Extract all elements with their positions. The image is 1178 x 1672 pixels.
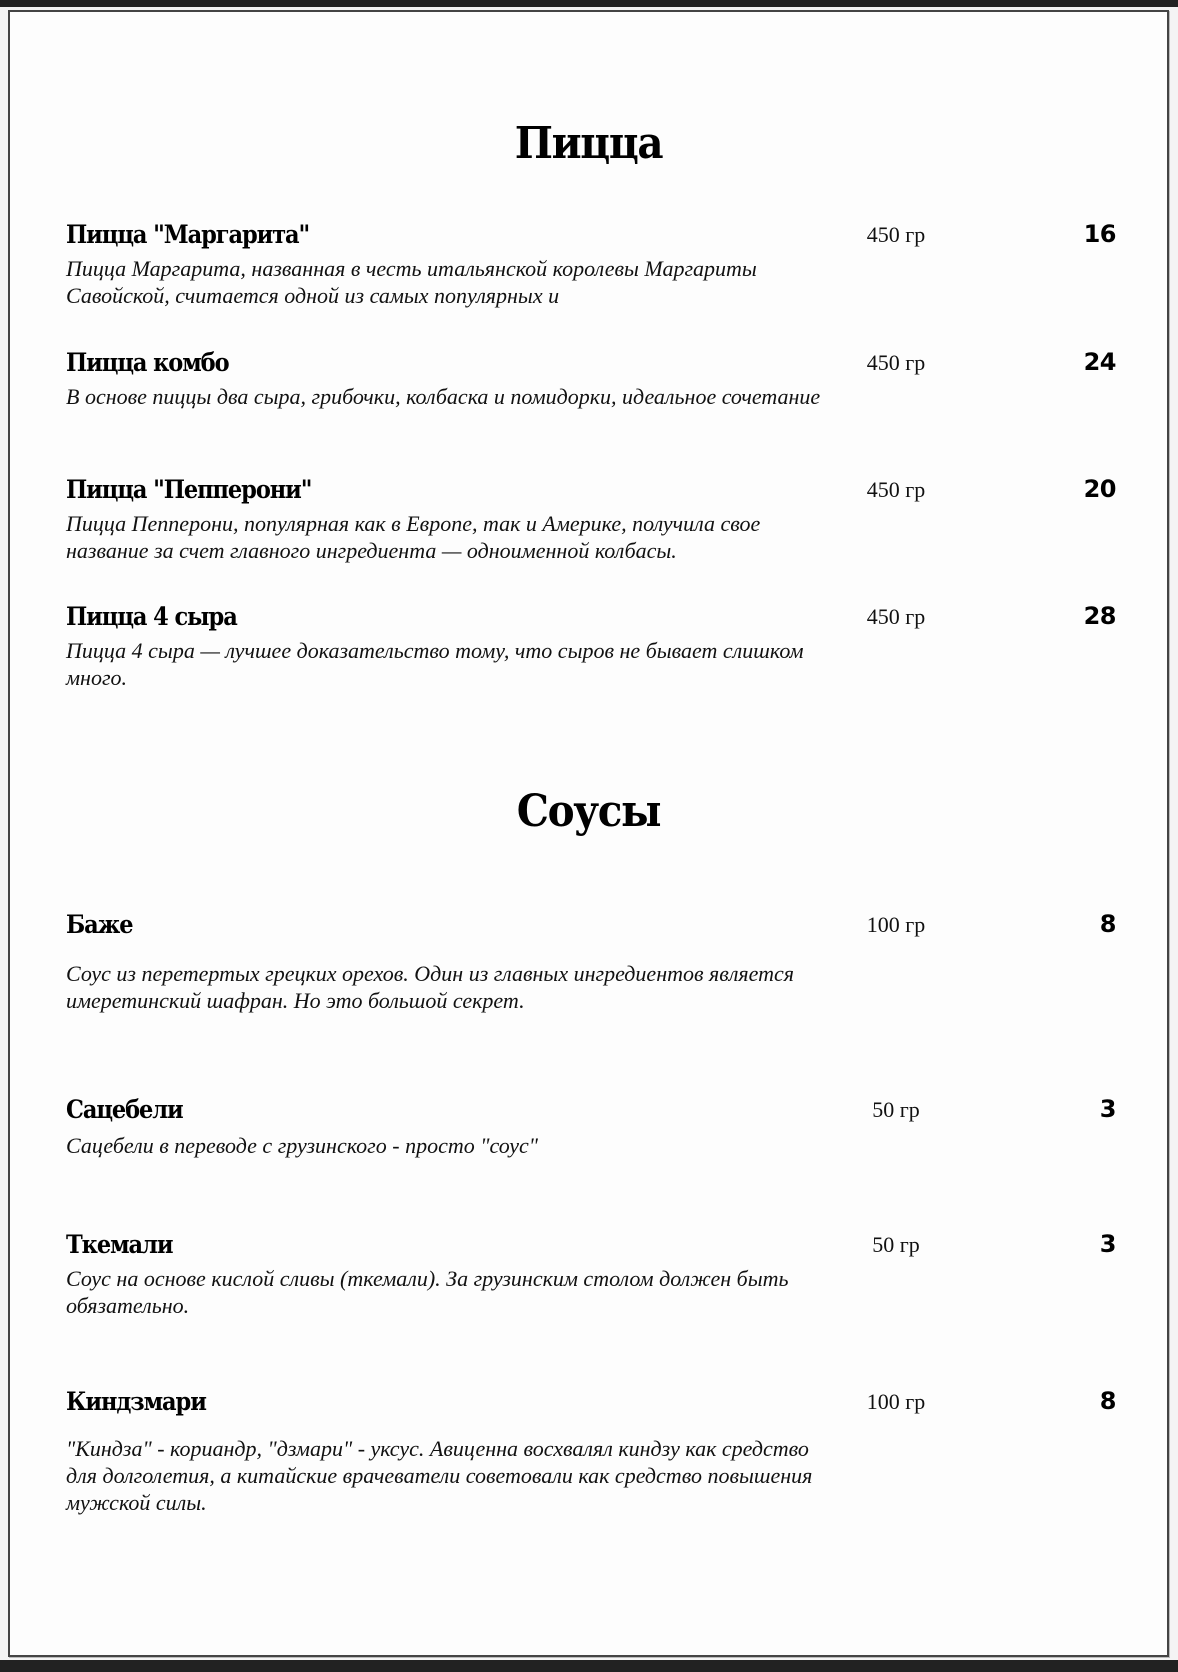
item-name: Пицца "Маргарита" — [66, 220, 310, 249]
item-description: Пицца Маргарита, названная в честь итальянской королевы Маргариты Савойской, считается одной из самых популярных и — [66, 256, 757, 308]
item-weight: 450 гр — [866, 222, 926, 247]
item-weight: 50 гр — [872, 1097, 920, 1122]
item-description: "Киндза" - кориандр, "дзмари" - уксус. Авиценна восхвалял киндзу как средство для долголетия, а китайские врачеватели советовали как средство повышения мужской силы. — [66, 1436, 813, 1515]
item-description: В основе пиццы два сыра, грибочки, колбаска и помидорки, идеальное сочетание — [66, 384, 821, 409]
section-title-sauces: Соусы — [516, 786, 661, 837]
item-name: Пицца "Пепперони" — [66, 475, 312, 504]
item-name: Киндзмари — [66, 1387, 206, 1416]
item-name: Пицца комбо — [66, 348, 229, 377]
item-name: Сацебели — [66, 1095, 183, 1124]
item-weight: 450 гр — [866, 604, 926, 629]
item-description: Сацебели в переводе с грузинского - просто "соус" — [66, 1133, 539, 1158]
item-name: Пицца 4 сыра — [66, 602, 237, 631]
item-weight: 100 гр — [866, 912, 926, 937]
item-price: 20 — [1083, 475, 1116, 503]
item-weight: 50 гр — [872, 1232, 920, 1257]
item-description: Пицца Пепперони, популярная как в Европе, так и Америке, получила свое название за счет главного ингредиента — одноименной колбасы. — [66, 511, 761, 563]
item-price: 3 — [1099, 1095, 1116, 1123]
viewer-top-bar — [0, 0, 1178, 7]
item-weight: 100 гр — [866, 1389, 926, 1414]
item-weight: 450 гр — [866, 350, 926, 375]
item-name: Баже — [66, 910, 133, 939]
item-price: 8 — [1099, 1387, 1116, 1415]
item-price: 24 — [1083, 348, 1116, 376]
item-price: 16 — [1083, 220, 1116, 248]
item-name: Ткемали — [66, 1230, 173, 1259]
item-description: Пицца 4 сыра — лучшее доказательство тому, что сыров не бывает слишком много. — [66, 638, 804, 690]
item-description: Соус из перетертых грецких орехов. Один из главных ингредиентов является имеретинский шафран. Но это большой секрет. — [66, 961, 794, 1013]
item-description: Соус на основе кислой сливы (ткемали). За грузинским столом должен быть обязательно. — [66, 1266, 789, 1318]
section-title-pizza: Пицца — [514, 118, 663, 169]
item-price: 3 — [1099, 1230, 1116, 1258]
item-price: 28 — [1083, 602, 1116, 630]
item-price: 8 — [1099, 910, 1116, 938]
menu-page — [8, 10, 1169, 1657]
item-weight: 450 гр — [866, 477, 926, 502]
